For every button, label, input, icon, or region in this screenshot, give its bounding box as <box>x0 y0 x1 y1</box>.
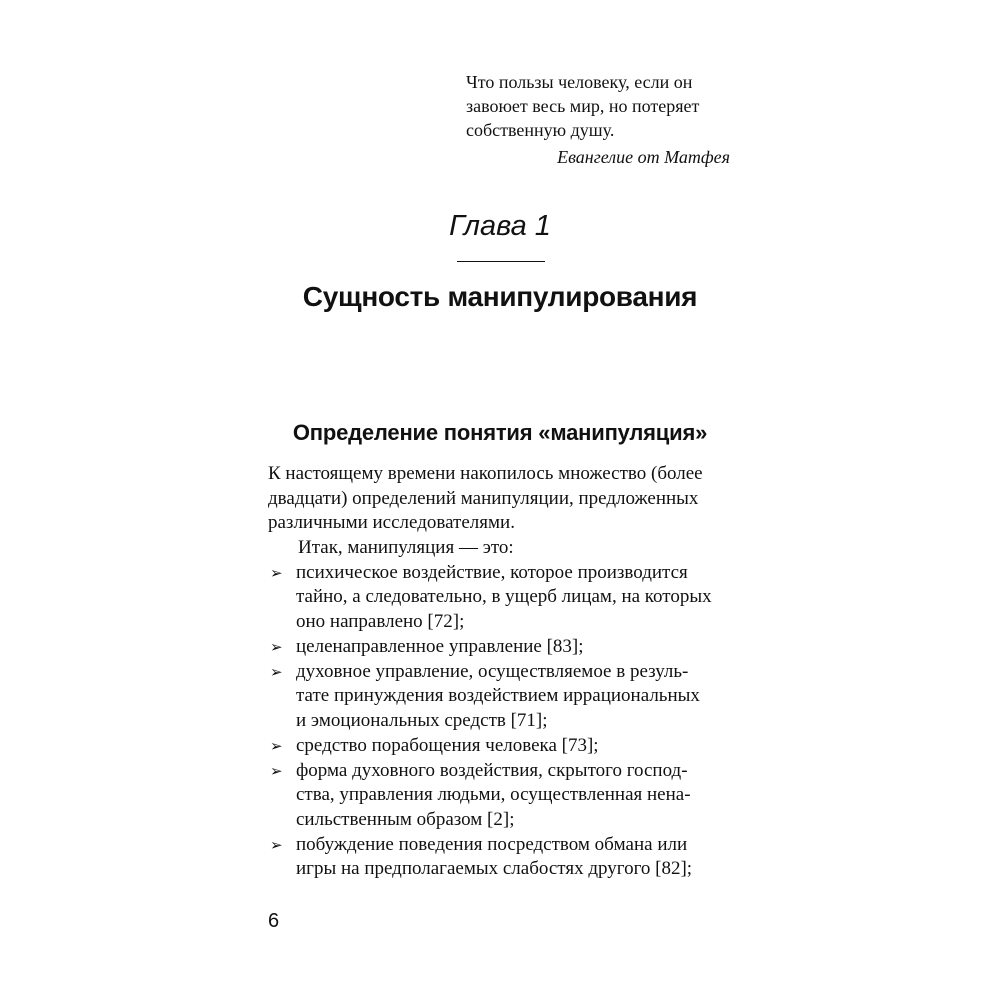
section-title: Определение понятия «манипуляция» <box>292 420 708 445</box>
epigraph-source: Евангелие от Матфея <box>557 147 730 167</box>
list-item <box>268 734 738 759</box>
list-item-line: средство порабощения человека [73]; <box>296 734 599 756</box>
list-item-line: тайно, а следовательно, в ущерб лицам, на которых <box>296 586 712 607</box>
list-item <box>268 561 738 635</box>
list-item-line: оно направлено [72]; <box>296 610 465 632</box>
list-item-line: и эмоциональных средств [71]; <box>296 709 548 731</box>
list-item-line: игры на предполагаемых слабостях другого [82]; <box>296 858 693 879</box>
chapter-title: Сущность манипулирования <box>302 281 698 312</box>
list-item-line: целенаправленное управление [83]; <box>296 635 584 657</box>
list-item-line: побуждение поведения посредством обмана или <box>296 833 688 855</box>
list-item <box>268 759 738 833</box>
list-item-line: тате принуждения воздействием иррациональных <box>296 685 700 706</box>
list-item-line: духовное управление, осуществляемое в резуль- <box>296 660 689 682</box>
definition-list <box>268 561 738 882</box>
page-number: 6 <box>268 910 280 932</box>
arrow-bullet-icon: ➢ <box>270 637 283 656</box>
list-item <box>268 635 738 660</box>
list-item-line: форма духовного воздействия, скрытого господ- <box>296 759 688 781</box>
arrow-bullet-icon: ➢ <box>270 835 283 854</box>
intro-line: двадцати) определений манипуляции, предложенных <box>268 487 699 509</box>
epigraph-line: собственную душу. <box>466 120 615 140</box>
list-item-line: сильственным образом [2]; <box>296 808 515 830</box>
list-item <box>268 833 738 882</box>
chapter-label: Глава 1 <box>449 210 551 242</box>
arrow-bullet-icon: ➢ <box>270 563 283 582</box>
intro-lead: Итак, манипуляция — это: <box>298 536 514 558</box>
epigraph-line: Что пользы человеку, если он <box>466 72 693 92</box>
intro-line: различными исследователями. <box>268 512 515 533</box>
arrow-bullet-icon: ➢ <box>270 761 283 780</box>
list-item-line: ства, управления людьми, осуществленная нена- <box>296 784 691 805</box>
epigraph-line: завоюет весь мир, но потеряет <box>466 96 700 116</box>
list-item <box>268 660 738 734</box>
list-item-line: психическое воздействие, которое производится <box>296 561 688 583</box>
intro-line: К настоящему времени накопилось множество (более <box>268 463 703 484</box>
arrow-bullet-icon: ➢ <box>270 662 283 681</box>
body-text <box>268 462 738 882</box>
arrow-bullet-icon: ➢ <box>270 736 283 755</box>
epigraph <box>466 70 766 169</box>
chapter-divider <box>457 261 545 262</box>
